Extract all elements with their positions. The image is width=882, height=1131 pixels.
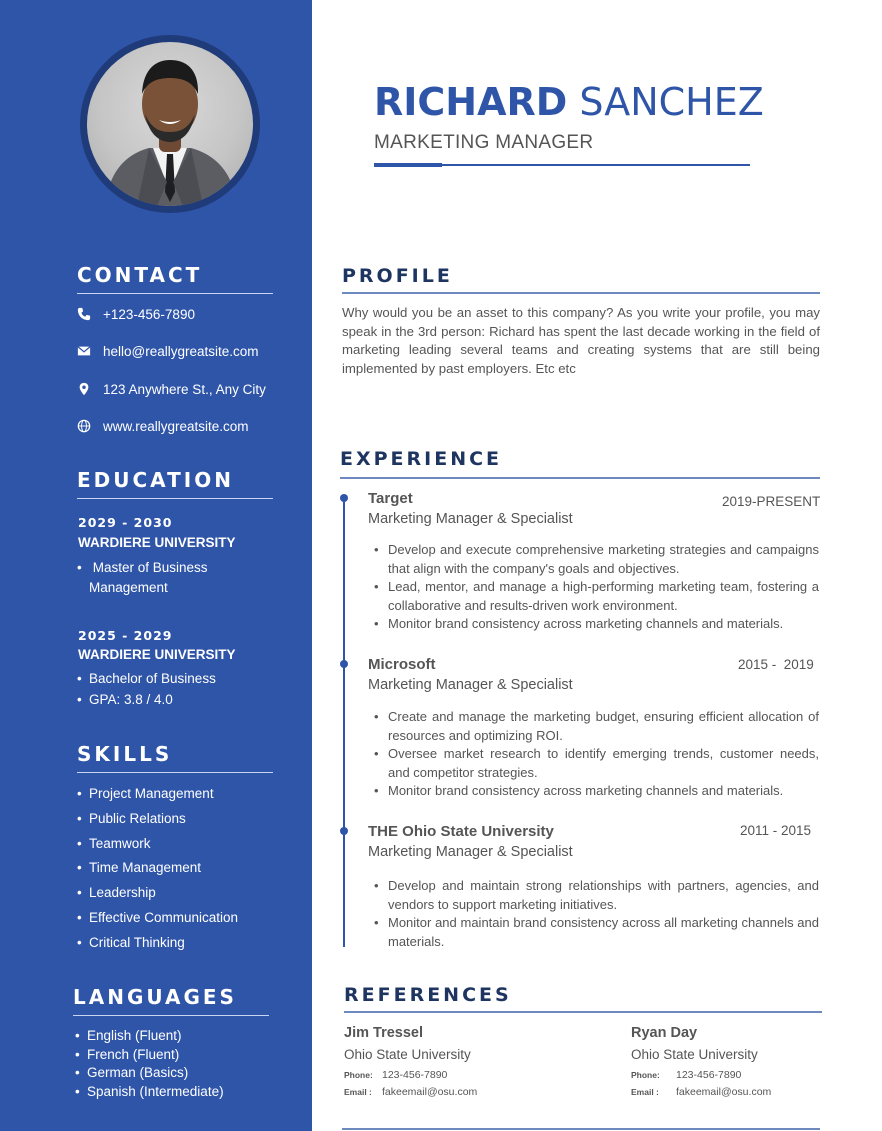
experience-heading: EXPERIENCE: [340, 448, 503, 470]
job-duties: [374, 877, 819, 951]
job-company: Target: [368, 490, 413, 507]
reference-phone: Phone: 123-456-7890: [344, 1069, 448, 1081]
duty-item: • Oversee market research to identify emerging trends, customer needs, and competitor strategies.: [374, 745, 819, 782]
sidebar: [0, 0, 312, 1131]
language-item: • Spanish (Intermediate): [75, 1082, 224, 1102]
job-dates: 2015 - 2019: [738, 657, 814, 672]
job-role: Marketing Manager & Specialist: [368, 677, 573, 693]
first-name: RICHARD: [374, 80, 568, 124]
skill-item: • Effective Communication: [77, 908, 238, 928]
reference-name: Jim Tressel: [344, 1025, 423, 1041]
duty-item: • Develop and maintain strong relationships with partners, agencies, and vendors to support marketing initiatives.: [374, 877, 819, 914]
reference-name: Ryan Day: [631, 1025, 698, 1041]
timeline-dot: [340, 660, 348, 668]
contact-phone-text: +123-456-7890: [103, 306, 195, 322]
education-detail: • GPA: 3.8 / 4.0: [77, 690, 173, 710]
email-icon: [77, 344, 91, 358]
education-detail: • Bachelor of Business: [77, 669, 216, 689]
duty-item: • Create and manage the marketing budget, ensuring efficient allocation of resources and optimizing ROI.: [374, 708, 819, 745]
reference-email[interactable]: Email : fakeemail@osu.com: [344, 1086, 478, 1098]
contact-email-text: hello@reallygreatsite.com: [103, 343, 259, 359]
contact-divider: [77, 293, 273, 294]
reference-phone: Phone: 123-456-7890: [631, 1069, 742, 1081]
skill-item: • Teamwork: [77, 834, 151, 854]
skill-item: • Leadership: [77, 883, 156, 903]
education-heading: EDUCATION: [77, 468, 234, 492]
title-divider-accent: [374, 163, 442, 167]
education-school: WARDIERE UNIVERSITY: [78, 535, 236, 550]
location-pin-icon: [77, 382, 91, 396]
education-years: 2025 - 2029: [78, 628, 173, 643]
skill-item: • Public Relations: [77, 809, 186, 829]
profile-photo: [87, 42, 253, 206]
contact-address-text: 123 Anywhere St., Any City: [103, 381, 266, 397]
references-divider: [344, 1011, 822, 1013]
languages-divider: [73, 1015, 269, 1016]
skills-heading: SKILLS: [77, 742, 173, 766]
job-duties: [374, 541, 819, 634]
duty-item: • Monitor brand consistency across marketing channels and materials.: [374, 782, 819, 801]
references-heading: REFERENCES: [344, 984, 512, 1006]
contact-email[interactable]: [77, 341, 259, 361]
skill-item: • Project Management: [77, 784, 214, 804]
education-years: 2029 - 2030: [78, 515, 173, 530]
skill-item: • Time Management: [77, 858, 201, 878]
last-name: SANCHEZ: [579, 80, 764, 124]
skill-item: • Critical Thinking: [77, 933, 185, 953]
profile-text: Why would you be an asset to this company? As you write your profile, you may speak in the 3rd person: Richard has spent the last decade working in the field of marketing leading several teams and creating systems that are still being implemented by past employers. Etc etc: [342, 305, 820, 376]
duty-item: • Monitor brand consistency across marketing channels and materials.: [374, 615, 819, 634]
duty-item: • Lead, mentor, and manage a high-performing marketing team, fostering a collaborative and results-driven work environment.: [374, 578, 819, 615]
person-portrait-icon: [87, 42, 253, 206]
job-title: MARKETING MANAGER: [374, 132, 594, 153]
job-dates: 2019-PRESENT: [722, 494, 821, 509]
education-detail: • Master of Business Management: [77, 558, 208, 598]
job-role: Marketing Manager & Specialist: [368, 844, 573, 860]
profile-divider: [342, 292, 820, 294]
phone-icon: [77, 307, 91, 321]
experience-divider: [340, 477, 820, 479]
education-school: WARDIERE UNIVERSITY: [78, 647, 236, 662]
bottom-divider: [342, 1128, 820, 1130]
education-divider: [77, 498, 273, 499]
job-role: Marketing Manager & Specialist: [368, 511, 573, 527]
language-item: • French (Fluent): [75, 1045, 179, 1065]
contact-website-text: www.reallygreatsite.com: [103, 418, 249, 434]
reference-email[interactable]: Email : fakeemail@osu.com: [631, 1086, 772, 1098]
reference-org: Ohio State University: [631, 1047, 758, 1062]
duty-item: • Develop and execute comprehensive marketing strategies and campaigns that align with the company's goals and objectives.: [374, 541, 819, 578]
language-item: • German (Basics): [75, 1063, 188, 1083]
job-duties: [374, 708, 819, 801]
timeline-dot: [340, 827, 348, 835]
job-company: Microsoft: [368, 656, 436, 673]
profile-photo-frame: [80, 35, 260, 213]
globe-icon: [77, 419, 91, 433]
contact-address: [77, 379, 266, 399]
language-item: • English (Fluent): [75, 1026, 182, 1046]
job-dates: 2011 - 2015: [740, 823, 812, 838]
contact-phone[interactable]: [77, 304, 195, 324]
timeline-dot: [340, 494, 348, 502]
duty-item: • Monitor and maintain brand consistency across all marketing channels and materials.: [374, 914, 819, 951]
contact-heading: CONTACT: [77, 263, 203, 287]
contact-website[interactable]: [77, 416, 249, 436]
person-name: [374, 80, 764, 124]
job-company: THE Ohio State University: [368, 823, 554, 840]
skills-divider: [77, 772, 273, 773]
profile-heading: PROFILE: [342, 265, 453, 287]
languages-heading: LANGUAGES: [73, 985, 237, 1009]
experience-timeline: [343, 497, 345, 947]
reference-org: Ohio State University: [344, 1047, 471, 1062]
